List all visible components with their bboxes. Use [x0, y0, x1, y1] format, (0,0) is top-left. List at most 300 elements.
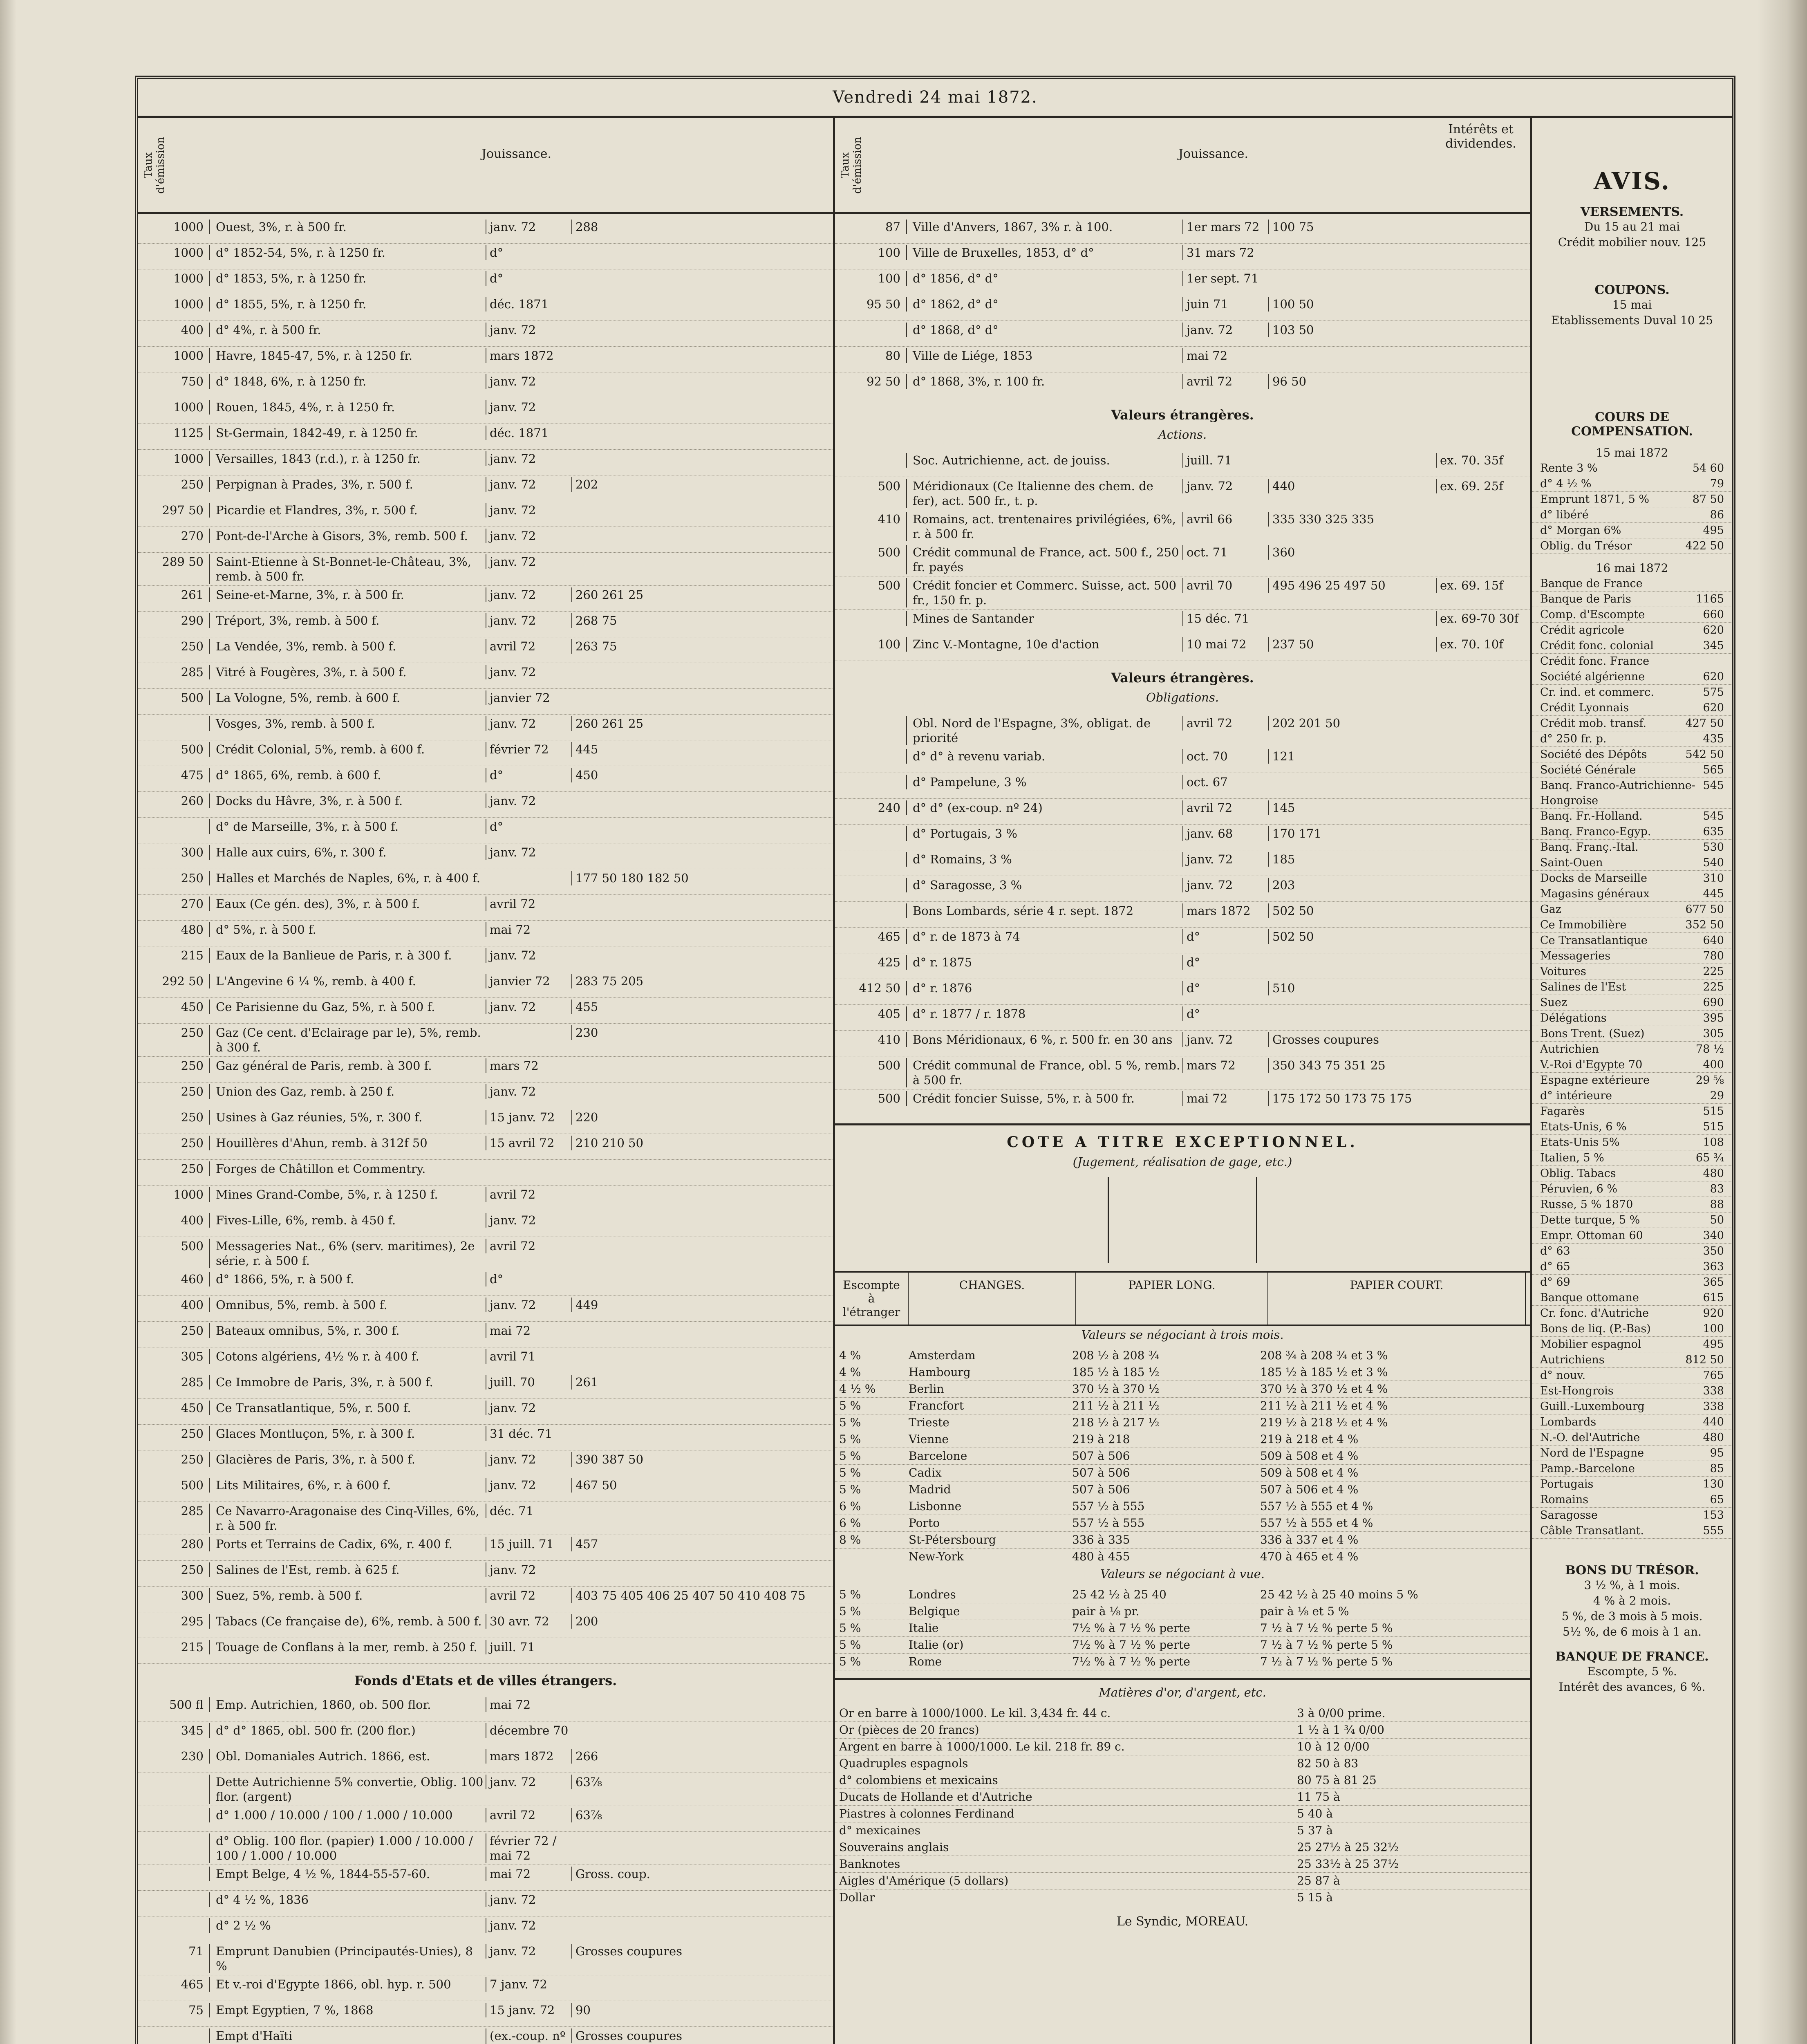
cours-value: 65 ¾: [1695, 1152, 1724, 1164]
security-name: Versailles, 1843 (r.d.), r. à 1250 fr.: [209, 451, 486, 466]
security-name: Bateaux omnibus, 5%, r. 300 f.: [209, 1323, 486, 1338]
cours-row: [1532, 1461, 1732, 1477]
matiere-value: 25 87 à: [1297, 1874, 1340, 1887]
quote-row: [138, 2001, 833, 2027]
taux-cell: 297 50: [162, 503, 204, 517]
security-name: Houillères d'Ahun, remb. à 312f 50: [209, 1136, 486, 1150]
taux-cell: 500: [878, 578, 900, 592]
taux-cell: 500: [181, 691, 204, 705]
cours-value: 54 60: [1692, 462, 1724, 475]
cours-row: [1532, 1119, 1732, 1135]
jouissance-cell: janv. 72: [486, 665, 571, 679]
cours-row: [1532, 747, 1732, 762]
cours-label: Italien, 5 %: [1540, 1152, 1604, 1164]
cours-row: [1532, 1275, 1732, 1290]
cours-value: 545: [1703, 810, 1724, 823]
cours-value: 495: [1703, 524, 1724, 537]
jouissance-cell: février 72: [486, 742, 571, 757]
changes-head-court: PAPIER COURT.: [1268, 1273, 1526, 1325]
quote-row: [138, 1373, 833, 1399]
security-name: Emp. Autrichien, 1860, ob. 500 flor.: [209, 1697, 486, 1712]
cours-row: [1532, 476, 1732, 492]
jouissance-cell: d°: [1182, 1006, 1268, 1021]
cours-row: [1532, 669, 1732, 685]
jouissance-cell: février 72 / mai 72: [486, 1833, 571, 1863]
jouissance-cell: avril 72: [486, 1588, 571, 1603]
changes-head-long: PAPIER LONG.: [1076, 1273, 1268, 1325]
quote-row: [138, 818, 833, 843]
security-name: Vosges, 3%, remb. à 500 f.: [209, 716, 486, 731]
cours-value: 50: [1710, 1214, 1724, 1226]
quote-row: [138, 1975, 833, 2001]
taux-cell: 500: [181, 1478, 204, 1492]
cours-row: [1532, 1244, 1732, 1259]
cours-row: [1532, 778, 1732, 809]
jouissance-cell: avril 66: [1182, 512, 1268, 527]
jouissance-cell: janv. 72: [1182, 323, 1268, 337]
change-cell: 219 à 218 et 4 %: [1260, 1432, 1359, 1446]
change-cell: Hambourg: [909, 1365, 971, 1379]
taux-cell: 450: [181, 1000, 204, 1014]
side-line-text: 5½ %, de 6 mois à 1 an.: [1563, 1625, 1702, 1638]
cours-value: 88: [1710, 1198, 1724, 1211]
change-row: [835, 1549, 1530, 1565]
jouissance-cell: janv. 72: [486, 1401, 571, 1415]
change-cell: 211 ½ à 211 ½: [1072, 1399, 1160, 1412]
security-name: L'Angevine 6 ¼ %, remb. à 400 f.: [209, 974, 486, 988]
quote-row: [138, 1696, 833, 1721]
quote-row: [138, 1237, 833, 1270]
jouissance-cell: d°: [486, 271, 571, 286]
jouissance-cell: janv. 72: [486, 1775, 571, 1789]
security-name: Et v.-roi d'Egypte 1866, obl. hyp. r. 500: [209, 1977, 486, 1992]
left-column-header: [138, 118, 833, 214]
quote-row: [835, 218, 1530, 244]
quote-row: [835, 372, 1530, 398]
taux-cell: 300: [181, 1589, 204, 1602]
left-rows-foreign: [138, 1692, 833, 2044]
cours-value: 86: [1710, 509, 1724, 521]
taux-cell: 1000: [173, 271, 204, 285]
security-name: d° 4 ½ %, 1836: [209, 1892, 486, 1907]
cours-value: 352 50: [1685, 919, 1724, 931]
jouissance-header-middle: Jouissance.: [1178, 147, 1249, 161]
security-name: Mines Grand-Combe, 5%, r. à 1250 f.: [209, 1187, 486, 1202]
cours-value: 480: [1703, 1167, 1724, 1180]
taux-cell: 475: [181, 768, 204, 782]
cours-label: Banque de Paris: [1540, 593, 1631, 605]
taux-cell: 250: [181, 477, 204, 491]
change-cell: 370 ½ à 370 ½: [1072, 1382, 1160, 1396]
side-line-text: 4 % à 2 mois.: [1593, 1594, 1671, 1607]
matiere-label: d° mexicaines: [839, 1824, 920, 1837]
cours-value: 615: [1703, 1291, 1724, 1304]
matiere-label: Aigles d'Amérique (5 dollars): [839, 1874, 1009, 1887]
security-name: Crédit foncier Suisse, 5%, r. à 500 fr.: [906, 1091, 1182, 1106]
quote-row: [138, 895, 833, 921]
cours-label: Crédit fonc. France: [1540, 655, 1650, 668]
matiere-value: 10 à 12 0/00: [1297, 1740, 1370, 1753]
taux-cell: 292 50: [162, 974, 204, 988]
security-name: Ville d'Anvers, 1867, 3% r. à 100.: [906, 220, 1182, 234]
jouissance-cell: mai 72: [486, 922, 571, 937]
jouissance-cell: mars 72: [486, 1058, 571, 1073]
jouissance-cell: janv. 72: [486, 587, 571, 602]
page-gutter: [0, 0, 16, 2044]
jouissance-cell: juin 71: [1182, 297, 1268, 312]
cours-row: [1532, 1135, 1732, 1150]
change-row: [835, 1481, 1530, 1498]
cours-label: Banq. Franco-Autrichienne-Hongroise: [1540, 779, 1695, 807]
quote-row: [835, 321, 1530, 347]
cours-label: d° 69: [1540, 1276, 1570, 1289]
quote-row: [138, 475, 833, 501]
change-cell: Trieste: [909, 1416, 949, 1429]
quote-row: [138, 1502, 833, 1535]
cours-label: Salines de l'Est: [1540, 981, 1626, 993]
security-name: Crédit communal de France, obl. 5 %, remb. à 500 fr.: [906, 1058, 1182, 1087]
taux-cell: 285: [181, 1504, 204, 1518]
security-name: Rouen, 1845, 4%, r. à 1250 fr.: [209, 400, 486, 415]
cours-row: [1532, 461, 1732, 476]
quote-values: 177 50 180 182 50: [571, 871, 833, 885]
cours-label: Autrichien: [1540, 1043, 1599, 1056]
security-name: Romains, act. trentenaires privilégiées, 6%, r. à 500 fr.: [906, 512, 1182, 541]
taux-cell: 100: [878, 246, 900, 260]
quote-values: 260 261 25: [571, 716, 833, 731]
side-line-text: Escompte, 5 %.: [1587, 1665, 1677, 1678]
security-name: Usines à Gaz réunies, 5%, r. 300 f.: [209, 1110, 486, 1125]
change-cell: 5 %: [839, 1655, 861, 1668]
taux-header: Taux d'émission: [142, 137, 167, 194]
change-cell: 185 ½ à 185 ½ et 3 %: [1260, 1365, 1388, 1379]
taux-cell: 400: [181, 1298, 204, 1312]
quote-values: 121: [1268, 749, 1530, 764]
security-name: Zinc V.-Montagne, 10e d'action: [906, 637, 1182, 652]
jouissance-cell: janv. 72: [486, 1892, 571, 1907]
jouissance-cell: décembre 70: [486, 1723, 571, 1738]
cours-label: Espagne extérieure: [1540, 1074, 1650, 1087]
cours-row: [1532, 979, 1732, 995]
cours-label: d° Morgan 6%: [1540, 524, 1621, 537]
jouissance-cell: janv. 72: [486, 451, 571, 466]
jouissance-cell: (ex.-coup. nº: [486, 2028, 571, 2044]
matiere-label: Or (pièces de 20 francs): [839, 1723, 979, 1737]
cours-label: d° 65: [1540, 1260, 1570, 1273]
cours-value: 365: [1703, 1276, 1724, 1289]
matiere-label: Quadruples espagnols: [839, 1757, 968, 1770]
jouissance-cell: mai 72: [486, 1697, 571, 1712]
change-cell: Barcelone: [909, 1449, 967, 1463]
cours-value: 620: [1703, 702, 1724, 714]
jouissance-cell: 15 déc. 71: [1182, 611, 1268, 626]
change-cell: 5 %: [839, 1483, 861, 1496]
cours-value: 363: [1703, 1260, 1724, 1273]
jouissance-cell: janv. 72: [486, 613, 571, 628]
cours-value: 345: [1703, 639, 1724, 652]
taux-cell: 500: [878, 479, 900, 493]
cours-date1: 15 mai 1872: [1596, 446, 1668, 459]
quote-row: [835, 825, 1530, 850]
cours-label: Lombards: [1540, 1416, 1597, 1428]
quote-row: [138, 1747, 833, 1773]
quote-row: [835, 714, 1530, 747]
taux-header-middle: Taux d'émission: [839, 137, 864, 194]
cours-label: Saint-Ouen: [1540, 856, 1603, 869]
cours-label: Docks de Marseille: [1540, 872, 1648, 885]
cours-label: Oblig. Tabacs: [1540, 1167, 1616, 1180]
taux-cell: 250: [181, 639, 204, 653]
change-cell: 557 ½ à 555: [1072, 1499, 1145, 1513]
quote-row: [835, 953, 1530, 979]
quote-row: [138, 1535, 833, 1561]
quote-row: [835, 477, 1530, 510]
change-cell: 507 à 506: [1072, 1449, 1130, 1463]
cours-label: Crédit mob. transf.: [1540, 717, 1646, 730]
taux-cell: 250: [181, 1026, 204, 1040]
jouissance-cell: janv. 72: [486, 374, 571, 389]
quote-row: [138, 1638, 833, 1664]
jouissance-cell: mars 1872: [1182, 903, 1268, 918]
quote-values: 455: [571, 1000, 833, 1014]
jouissance-cell: janvier 72: [486, 690, 571, 705]
taux-cell: 250: [181, 1059, 204, 1073]
security-name: d° 2 ½ %: [209, 1918, 486, 1933]
quote-row: [138, 2027, 833, 2044]
cours-label: Ce Transatlantique: [1540, 934, 1648, 947]
changes-head-escompte: Escompte à l'étranger: [835, 1273, 909, 1325]
cours-label: Crédit Lyonnais: [1540, 702, 1629, 714]
change-cell: 7 ½ à 7 ½ % perte 5 %: [1260, 1621, 1393, 1635]
cours-value: 540: [1703, 856, 1724, 869]
security-name: Bons Méridionaux, 6 %, r. 500 fr. en 30 ans: [906, 1032, 1182, 1047]
cours-value: 225: [1703, 981, 1724, 993]
security-name: d° 1.000 / 10.000 / 100 / 1.000 / 10.000: [209, 1808, 486, 1822]
jouissance-cell: mars 1872: [486, 1749, 571, 1764]
cote-subtitle: (Jugement, réalisation de gage, etc.): [1073, 1155, 1292, 1169]
dividend-cell: ex. 69. 15f: [1436, 578, 1530, 593]
cours-row: [1532, 685, 1732, 700]
cours-row: [1532, 1026, 1732, 1042]
cours-value: 690: [1703, 996, 1724, 1009]
jouissance-cell: d°: [486, 1272, 571, 1286]
quote-row: [138, 972, 833, 998]
matiere-row: [835, 1806, 1530, 1822]
quote-row: [138, 766, 833, 792]
change-cell: 507 à 506: [1072, 1466, 1130, 1479]
matiere-value: 80 75 à 81 25: [1297, 1773, 1377, 1787]
quote-row: [138, 1186, 833, 1211]
cours-label: Péruvien, 6 %: [1540, 1183, 1618, 1195]
quote-row: [835, 510, 1530, 543]
left-column: [138, 118, 835, 2044]
security-name: Ce Navarro-Aragonaise des Cinq-Villes, 6%, r. à 500 fr.: [209, 1504, 486, 1533]
cours-value: 95: [1710, 1447, 1724, 1459]
security-name: Havre, 1845-47, 5%, r. à 1250 fr.: [209, 348, 486, 363]
change-row: [835, 1431, 1530, 1448]
cours-row: [1532, 840, 1732, 855]
change-cell: St-Pétersbourg: [909, 1533, 996, 1546]
security-name: Union des Gaz, remb. à 250 f.: [209, 1084, 486, 1099]
cours-label: Banq. Fr.-Holland.: [1540, 810, 1643, 823]
quote-row: [138, 1942, 833, 1975]
jouissance-cell: 15 janv. 72: [486, 2003, 571, 2017]
jouissance-cell: avril 72: [486, 1808, 571, 1822]
change-row: [835, 1515, 1530, 1532]
matiere-row: [835, 1873, 1530, 1889]
taux-cell: 250: [181, 1085, 204, 1098]
quote-row: [138, 1891, 833, 1916]
quote-values: Grosses coupures: [1268, 1032, 1530, 1047]
change-cell: 370 ½ à 370 ½ et 4 %: [1260, 1382, 1388, 1396]
security-name: d° 1868, 3%, r. 100 fr.: [906, 374, 1182, 389]
matiere-label: Souverains anglais: [839, 1840, 949, 1854]
changes-head-changes: CHANGES.: [909, 1273, 1076, 1325]
security-name: d° 4%, r. à 500 fr.: [209, 323, 486, 337]
cours-label: Messageries: [1540, 950, 1611, 962]
dividend-cell: ex. 70. 10f: [1436, 637, 1530, 652]
taux-cell: 1125: [173, 426, 204, 440]
cours-row: [1532, 933, 1732, 948]
quote-row: [138, 295, 833, 321]
avis-title: AVIS.: [1594, 167, 1670, 195]
quote-values: 261: [571, 1375, 833, 1390]
cours-row: [1532, 762, 1732, 778]
change-row: [835, 1398, 1530, 1414]
side-line-text: Intérêt des avances, 6 %.: [1558, 1680, 1706, 1694]
taux-cell: 260: [181, 794, 204, 808]
cours-label: Bons de liq. (P.-Bas): [1540, 1322, 1651, 1335]
cours-value: 395: [1703, 1012, 1724, 1024]
cours-label: Société Générale: [1540, 764, 1636, 776]
security-name: Forges de Châtillon et Commentry.: [209, 1161, 486, 1176]
quote-row: [138, 1108, 833, 1134]
quote-values: 283 75 205: [571, 974, 833, 988]
change-cell: 7½ % à 7 ½ % perte: [1072, 1621, 1190, 1635]
jouissance-cell: avril 72: [1182, 716, 1268, 731]
cours-row: [1532, 917, 1732, 933]
change-cell: 208 ¾ à 208 ¾ et 3 %: [1260, 1349, 1388, 1362]
cours-label: Banq. Franç.-Ital.: [1540, 841, 1639, 854]
quote-values: 390 387 50: [571, 1452, 833, 1467]
taux-cell: 480: [181, 923, 204, 937]
cours-row: [1532, 1399, 1732, 1414]
security-name: St-Germain, 1842-49, r. à 1250 fr.: [209, 426, 486, 440]
security-name: Empt Egyptien, 7 %, 1868: [209, 2003, 486, 2017]
cours-label: Ce Immobilière: [1540, 919, 1627, 931]
jouissance-cell: avril 72: [486, 896, 571, 911]
quote-row: [835, 1089, 1530, 1115]
matiere-label: Dollar: [839, 1891, 875, 1904]
quote-row: [835, 747, 1530, 773]
cours-label: Suez: [1540, 996, 1567, 1009]
cours-value: 85: [1710, 1462, 1724, 1475]
dividend-cell: ex. 69-70 30f: [1436, 611, 1530, 626]
quote-row: [138, 269, 833, 295]
cours-value: 338: [1703, 1400, 1724, 1413]
matiere-label: Banknotes: [839, 1857, 900, 1871]
cours-value: 530: [1703, 841, 1724, 854]
taux-cell: 215: [181, 948, 204, 962]
versements-date: Du 15 au 21 mai: [1584, 220, 1680, 233]
cours-label: Etats-Unis 5%: [1540, 1136, 1620, 1149]
cours-value: 422 50: [1685, 540, 1724, 552]
jouissance-cell: juill. 70: [486, 1375, 571, 1390]
security-name: Eaux (Ce gén. des), 3%, r. à 500 f.: [209, 896, 486, 911]
cours-value: 620: [1703, 670, 1724, 683]
taux-cell: 100: [878, 637, 900, 651]
taux-cell: 400: [181, 323, 204, 337]
cours-label: Empr. Ottoman 60: [1540, 1229, 1643, 1242]
matiere-value: 25 33½ à 25 37½: [1297, 1857, 1399, 1871]
jouissance-cell: d°: [1182, 929, 1268, 944]
security-name: d° r. de 1873 à 74: [906, 929, 1182, 944]
cours-value: 65: [1710, 1493, 1724, 1506]
taux-cell: 425: [878, 955, 900, 969]
cours-label: d° intérieure: [1540, 1089, 1612, 1102]
versements-title: VERSEMENTS.: [1580, 205, 1684, 219]
matiere-row: [835, 1772, 1530, 1789]
change-cell: 4 %: [839, 1349, 861, 1362]
taux-cell: 500: [878, 1091, 900, 1105]
quote-values: Gross. coup.: [571, 1867, 833, 1881]
quote-values: Grosses coupures: [571, 2028, 833, 2043]
security-name: d° 1848, 6%, r. à 1250 fr.: [209, 374, 486, 389]
quote-values: 260 261 25: [571, 587, 833, 602]
cours-date2: 16 mai 1872: [1596, 561, 1668, 575]
quote-row: [138, 527, 833, 553]
taux-cell: 285: [181, 1375, 204, 1389]
cours-row: [1532, 1508, 1732, 1523]
quote-row: [835, 635, 1530, 661]
quote-values: 63⅞: [571, 1808, 833, 1822]
taux-cell: 250: [181, 1427, 204, 1441]
security-name: Halles et Marchés de Naples, 6%, r. à 400 f.: [209, 871, 486, 885]
quote-row: [138, 1160, 833, 1186]
cours-label: Saragosse: [1540, 1509, 1598, 1522]
change-row: [835, 1620, 1530, 1637]
taux-cell: 250: [181, 1324, 204, 1338]
quote-row: [138, 869, 833, 895]
middle-obligations: [835, 710, 1530, 1115]
security-name: Saint-Etienne à St-Bonnet-le-Château, 3%, remb. à 500 fr.: [209, 554, 486, 584]
matiere-row: [835, 1739, 1530, 1755]
cours-row: [1532, 1088, 1732, 1104]
change-cell: Francfort: [909, 1399, 964, 1412]
jouissance-cell: déc. 1871: [486, 297, 571, 312]
change-cell: Italie (or): [909, 1638, 964, 1652]
matiere-label: Piastres à colonnes Ferdinand: [839, 1807, 1014, 1820]
quote-row: [138, 921, 833, 946]
quote-row: [138, 1916, 833, 1942]
security-name: Picardie et Flandres, 3%, r. 500 f.: [209, 503, 486, 518]
change-cell: Madrid: [909, 1483, 951, 1496]
cours-row: [1532, 731, 1732, 747]
taux-cell: 400: [181, 1213, 204, 1227]
cours-row: [1532, 1150, 1732, 1166]
taux-cell: 1000: [173, 1188, 204, 1201]
security-name: Ouest, 3%, r. à 500 fr.: [209, 220, 486, 234]
security-name: d° d° à revenu variab.: [906, 749, 1182, 764]
syndic: Le Syndic, MOREAU.: [1116, 1914, 1249, 1929]
security-name: d° 1866, 5%, r. à 500 f.: [209, 1272, 486, 1286]
security-name: d° d° (ex-coup. nº 24): [906, 800, 1182, 815]
jouissance-cell: janv. 72: [486, 220, 571, 234]
quote-values: 510: [1268, 981, 1530, 995]
left-rows: [138, 214, 833, 1664]
taux-cell: 345: [181, 1724, 204, 1737]
quote-row: [835, 576, 1530, 610]
